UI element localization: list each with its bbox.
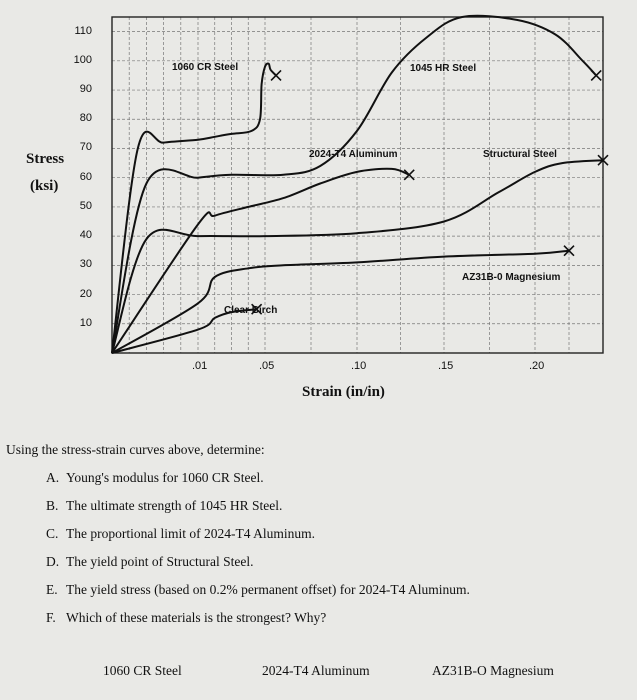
curve-label-1045-hr-steel: 1045 HR Steel [410, 63, 477, 74]
y-tick-label: 20 [79, 287, 92, 300]
x-tick-label: .10 [351, 360, 367, 372]
y-tick-label: 30 [79, 258, 92, 271]
x-tick-label: .05 [259, 360, 275, 372]
question-item [46, 498, 626, 514]
question-text: The proportional limit of 2024-T4 Aluminum. [66, 526, 315, 541]
question-letter: B. [46, 498, 59, 513]
question-text: The ultimate strength of 1045 HR Steel. [66, 498, 283, 513]
question-item [46, 526, 626, 542]
question-text: The yield point of Structural Steel. [66, 554, 254, 569]
question-block [6, 442, 626, 638]
y-tick-label: 110 [74, 24, 92, 37]
y-axis-label-line1: Stress [26, 151, 65, 167]
question-text: Which of these materials is the strongest? Why? [66, 610, 327, 625]
question-letter: E. [46, 582, 58, 597]
question-letter: C. [46, 526, 59, 541]
y-tick-label: 70 [79, 141, 92, 154]
curve-label-az31b-0-magnesium: AZ31B-0 Magnesium [462, 272, 561, 283]
choice-1060: 1060 CR Steel [103, 663, 182, 678]
choice-az31b: AZ31B-O Magnesium [432, 663, 554, 678]
y-tick-label: 80 [79, 112, 92, 125]
x-tick-label: .15 [438, 360, 454, 372]
y-tick-label: 100 [73, 53, 92, 66]
y-tick-label: 60 [79, 170, 92, 183]
question-letter: A. [46, 470, 60, 485]
choice-2024: 2024-T4 Aluminum [262, 663, 370, 678]
y-tick-label: 50 [79, 199, 92, 212]
x-axis-label: Strain (in/in) [302, 384, 385, 400]
y-tick-label: 90 [79, 83, 92, 96]
x-tick-label: .01 [192, 360, 208, 372]
x-tick-label: .20 [529, 360, 545, 372]
curve-label-2024-t4-aluminum: 2024-T4 Aluminum [309, 149, 398, 160]
curve-label-structural-steel: Structural Steel [483, 149, 557, 160]
curve-label-1060-cr-steel: 1060 CR Steel [172, 62, 239, 73]
question-text: The yield stress (based on 0.2% permanent offset) for 2024-T4 Aluminum. [66, 582, 470, 597]
question-item [46, 610, 626, 626]
question-item [46, 470, 626, 486]
question-letter: F. [46, 610, 56, 625]
break-x-1045-hr-steel [591, 70, 601, 80]
question-text: Young's modulus for 1060 CR Steel. [66, 470, 264, 485]
y-axis-label-line2: (ksi) [30, 178, 59, 194]
break-x-1060-cr-steel [271, 70, 281, 80]
question-item [46, 554, 626, 570]
question-item [46, 582, 626, 598]
question-letter: D. [46, 554, 60, 569]
y-tick-label: 10 [79, 316, 92, 329]
break-x-2024-t4-aluminum [404, 170, 414, 180]
question-prompt: Using the stress-strain curves above, determine: [6, 442, 265, 457]
curve-label-clear-birch: Clear Birch [224, 305, 278, 316]
y-tick-label: 40 [79, 229, 92, 242]
series-2024-t4-aluminum [112, 169, 409, 353]
